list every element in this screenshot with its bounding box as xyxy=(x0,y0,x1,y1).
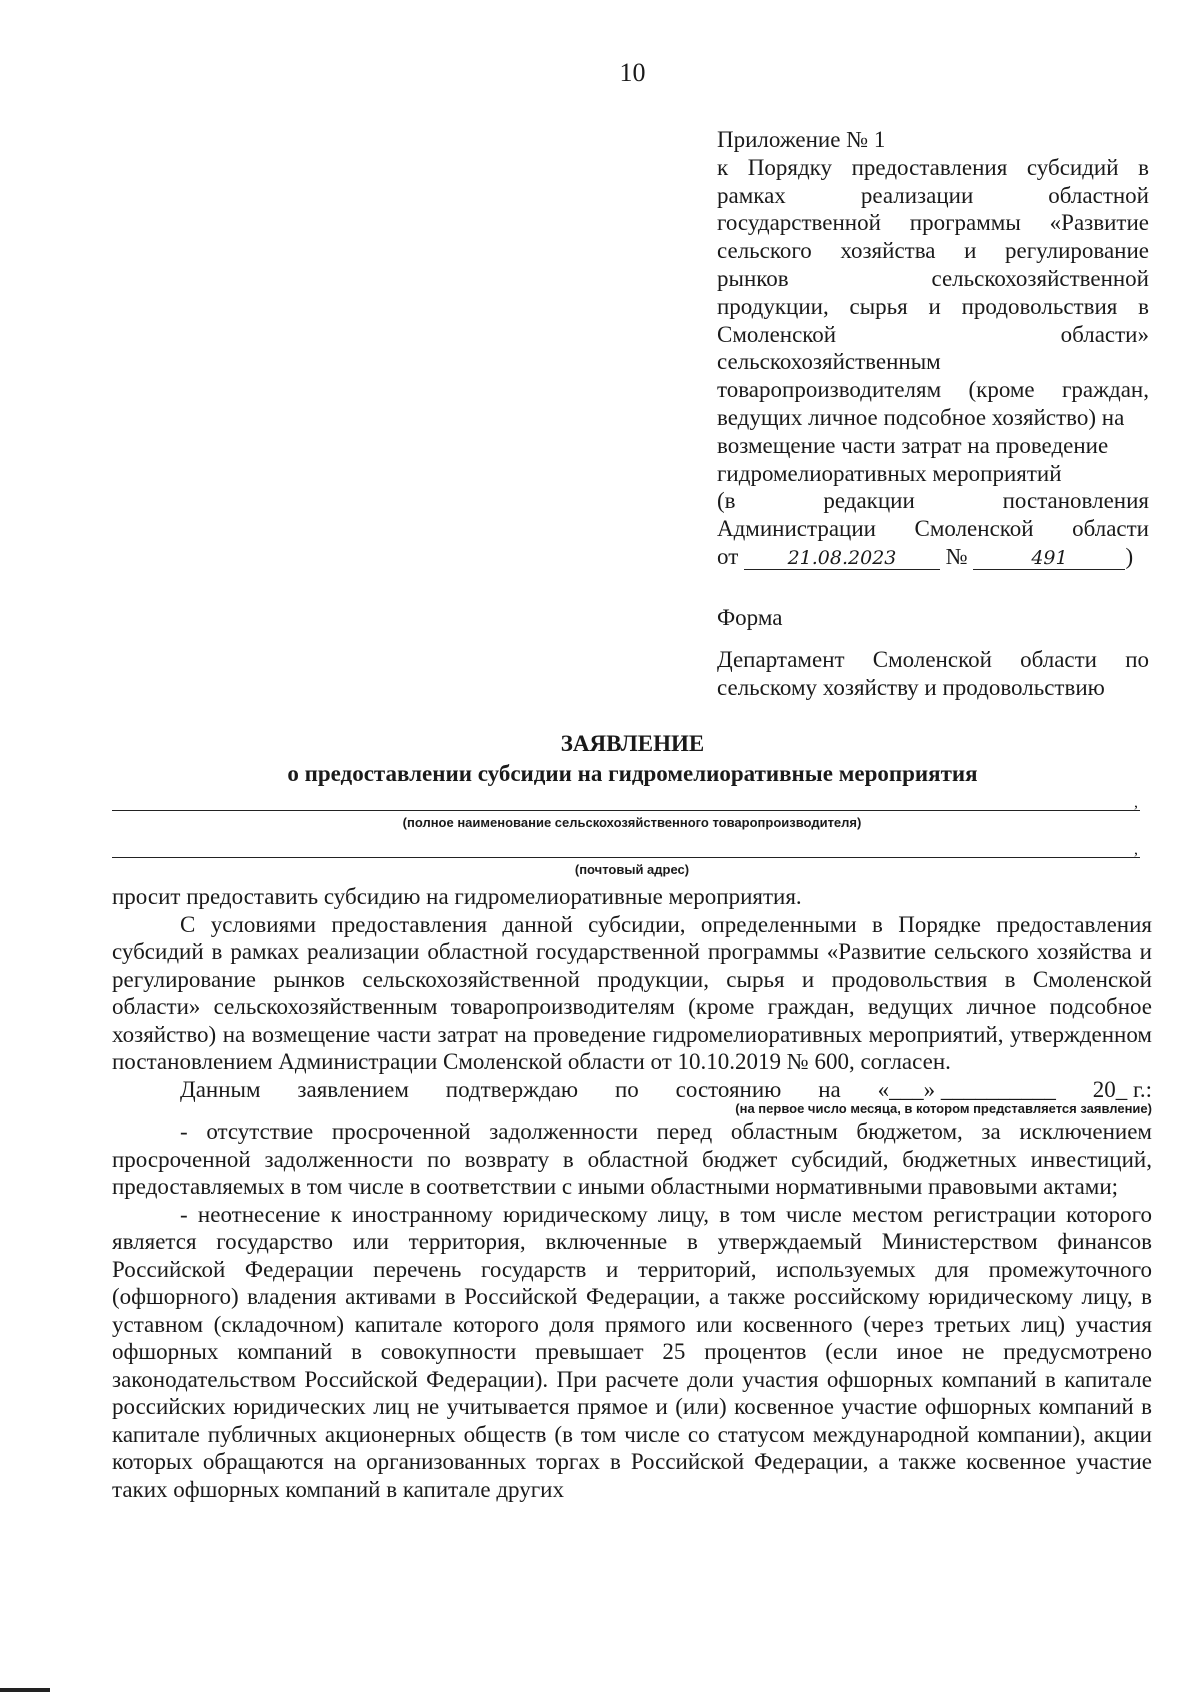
confirm-date-blank: «___» __________ xyxy=(877,1076,1056,1102)
appendix-date-line xyxy=(717,543,1149,571)
document-subtitle: о предоставлении субсидии на гидромелиоративные мероприятия xyxy=(287,761,978,786)
address-fill-line xyxy=(112,857,1140,858)
confirm-word: подтверждаю xyxy=(445,1076,579,1102)
appendix-line: гидромелиоративных мероприятий xyxy=(717,460,1062,486)
number-sign: № xyxy=(945,543,968,569)
appendix-line: (в редакции постановления xyxy=(717,488,1149,514)
date-prefix: от xyxy=(717,543,739,569)
addressee-line: сельскому хозяйству и продовольствию xyxy=(717,674,1105,700)
address-comma: , xyxy=(1134,841,1138,858)
name-fill-line xyxy=(112,810,1140,811)
appendix-line: рамках реализации областной xyxy=(717,182,1149,208)
confirm-word: по xyxy=(614,1076,639,1102)
confirm-word: Данным xyxy=(180,1076,261,1102)
addressee xyxy=(717,646,1149,702)
name-comma: , xyxy=(1134,794,1138,811)
document-title: ЗАЯВЛЕНИЕ xyxy=(560,731,705,756)
condition-item: - отсутствие просроченной задолженности перед областным бюджетом, за исключением просроченной задолженности по возврату в областной бюджет субсидий, бюджетных инвестиций, предоставляемых в том числе в соответствии с иными областными нормативными правовыми актами; xyxy=(112,1119,1152,1199)
confirm-word: на xyxy=(818,1076,841,1102)
request-line: просит предоставить субсидию на гидромелиоративные мероприятия. xyxy=(112,884,802,909)
appendix-header xyxy=(717,126,1149,571)
appendix-line: рынков сельскохозяйственной xyxy=(717,265,1149,291)
confirm-word: состоянию xyxy=(675,1076,782,1102)
name-caption: (полное наименование сельскохозяйственного товаропроизводителя) xyxy=(402,815,862,830)
page-number: 10 xyxy=(619,58,646,87)
condition-item: - неотнесение к иностранному юридическому лицу, в том числе местом регистрации которого является государство или территория, включенные в утверждаемый Министерством финансов Российской Федерации перечень государств и территорий, используемых для промежуточного (офшорного) владения активами в Российской Федерации, а также российскому юридическому лицу, в уставном (складочном) капитале которого доля прямого или косвенного (через третьих лиц) участия офшорных компаний в совокупности превышает 25 процентов (если иное не предусмотрено законодательством Российской Федерации). При расчете доли участия офшорных компаний в капитале российских юридических лиц не учитывается прямое и (или) косвенное участие офшорных компаний в капитале публичных акционерных обществ (в том числе со статусом международной компании), акции которых обращаются на организованных торгах в Российской Федерации, а также косвенное участие таких офшорных компаний в капитале других xyxy=(112,1201,1152,1502)
appendix-title: Приложение № 1 xyxy=(717,127,886,152)
confirm-word: заявлением xyxy=(297,1076,409,1102)
handwritten-date: 21.08.2023 xyxy=(744,547,940,570)
appendix-line: возмещение части затрат на проведение xyxy=(717,432,1109,458)
form-label: Форма xyxy=(717,605,783,630)
appendix-line: сельскохозяйственным xyxy=(717,349,941,375)
consent-paragraph: С условиями предоставления данной субсидии, определенными в Порядке предоставления субсидий в рамках реализации областной государственной программы «Развитие сельского хозяйства и регулирование рынков сельскохозяйственной продукции, сырья и продовольствия в Смоленской области» сельскохозяйственным товаропроизводителям (кроме граждан, ведущих личное подсобное хозяйство) на возмещение части затрат на проведение гидромелиоративных мероприятий, утвержденном постановлением Администрации Смоленской области от 10.10.2019 № 600, согласен. xyxy=(112,911,1152,1074)
appendix-line: Смоленской области» xyxy=(717,321,1149,347)
appendix-line: Администрации Смоленской области xyxy=(717,516,1149,542)
addressee-line: Департамент Смоленской области по xyxy=(717,647,1149,672)
appendix-line: ведущих личное подсобное хозяйство) на xyxy=(717,404,1125,430)
handwritten-number: 491 xyxy=(973,547,1125,570)
address-caption: (почтовый адрес) xyxy=(574,862,690,877)
confirm-caption: (на первое число месяца, в котором представляется заявление) xyxy=(735,1101,1152,1116)
confirm-date-row xyxy=(112,1076,1152,1104)
closing-paren: ) xyxy=(1125,543,1134,569)
appendix-line: товаропроизводителям (кроме граждан, xyxy=(717,377,1149,403)
appendix-line: к Порядку предоставления субсидий в xyxy=(717,154,1149,180)
appendix-line: продукции, сырья и продовольствия в xyxy=(717,293,1149,319)
statement-body xyxy=(112,883,1152,1503)
confirm-year-blank: 20_ г.: xyxy=(1092,1076,1152,1102)
appendix-line: сельского хозяйства и регулирование xyxy=(717,238,1149,264)
appendix-line: государственной программы «Развитие xyxy=(717,210,1149,236)
scan-edge-mark xyxy=(0,1688,50,1692)
